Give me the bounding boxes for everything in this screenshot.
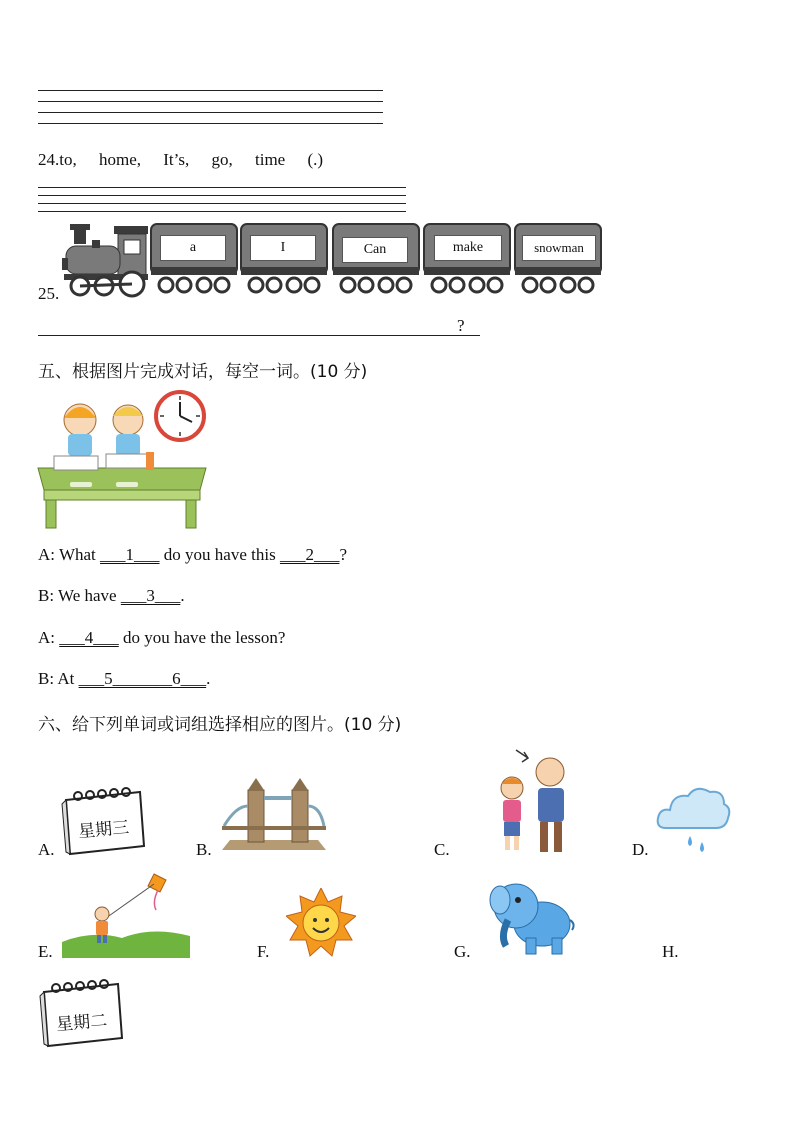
option-label-e: E.	[38, 942, 53, 961]
speaker: B:	[38, 586, 55, 605]
elephant-icon	[486, 876, 576, 958]
answer-line	[38, 123, 383, 124]
blank-3: ___3___	[120, 586, 181, 605]
blank-1: ___1___	[100, 545, 160, 564]
blank-4: ___4___	[59, 628, 119, 647]
dialogue-text: What	[58, 545, 101, 564]
calendar-day-label: 星期三	[77, 817, 130, 843]
dialogue-line-3	[38, 628, 285, 648]
train-word: Can	[342, 237, 408, 263]
speaker: B:	[38, 669, 55, 688]
sun-icon	[286, 888, 356, 958]
rain-cloud-icon	[656, 784, 732, 858]
word: It’s,	[163, 150, 190, 169]
option-label-b: B.	[196, 840, 212, 859]
calendar-day-label: 星期二	[55, 1010, 108, 1036]
blank-5-6: ___5_______6___	[78, 669, 207, 688]
option-label-c: C.	[434, 840, 450, 859]
section-6-title: 六、给下列单词或词组选择相应的图片。(10 分)	[38, 715, 402, 735]
option-label-d: D.	[632, 840, 649, 859]
answer-line	[38, 112, 383, 113]
word: (.)	[307, 150, 324, 169]
train-word: a	[160, 235, 226, 261]
speaker: A:	[38, 545, 55, 564]
word: home,	[98, 150, 142, 169]
dialogue-line-2	[38, 586, 185, 606]
answer-line	[38, 101, 383, 102]
question-24	[38, 150, 341, 170]
dialogue-text: .	[206, 669, 211, 688]
tower-bridge-icon	[222, 776, 326, 854]
dialogue-line-1	[38, 545, 347, 565]
question-number: 24.	[38, 150, 60, 169]
kite-flying-icon	[62, 872, 190, 958]
word: to,	[59, 150, 77, 169]
option-label-f: F.	[257, 942, 270, 961]
classroom-illustration	[36, 390, 208, 530]
dialogue-text: We have	[58, 586, 121, 605]
section-5-title: 五、根据图片完成对话，每空一词。(10 分)	[38, 362, 368, 382]
dialogue-line-4	[38, 669, 210, 689]
blank-2: ___2___	[279, 545, 340, 564]
dialogue-text: do you have this	[159, 545, 280, 564]
word: time	[255, 150, 286, 169]
answer-line	[38, 203, 406, 204]
speaker: A:	[38, 628, 55, 647]
dialogue-text: .	[180, 586, 185, 605]
train-word: I	[250, 235, 316, 261]
boy-and-grandpa-icon	[494, 748, 574, 856]
answer-line	[38, 335, 480, 336]
train-engine-icon	[62, 222, 152, 298]
answer-line	[38, 195, 406, 196]
dialogue-text: At	[57, 669, 79, 688]
word: go,	[211, 150, 233, 169]
option-label-h: H.	[662, 942, 679, 961]
dialogue-text: do you have the lesson?	[118, 628, 286, 647]
question-mark: ?	[457, 316, 465, 335]
dialogue-text: ?	[339, 545, 347, 564]
option-label-g: G.	[454, 942, 471, 961]
option-label-a: A.	[38, 840, 55, 859]
train-word: make	[434, 235, 502, 261]
answer-line	[38, 90, 383, 91]
answer-line	[38, 211, 406, 212]
answer-line	[38, 187, 406, 188]
train-word: snowman	[522, 235, 596, 261]
question-number: 25.	[38, 284, 60, 303]
